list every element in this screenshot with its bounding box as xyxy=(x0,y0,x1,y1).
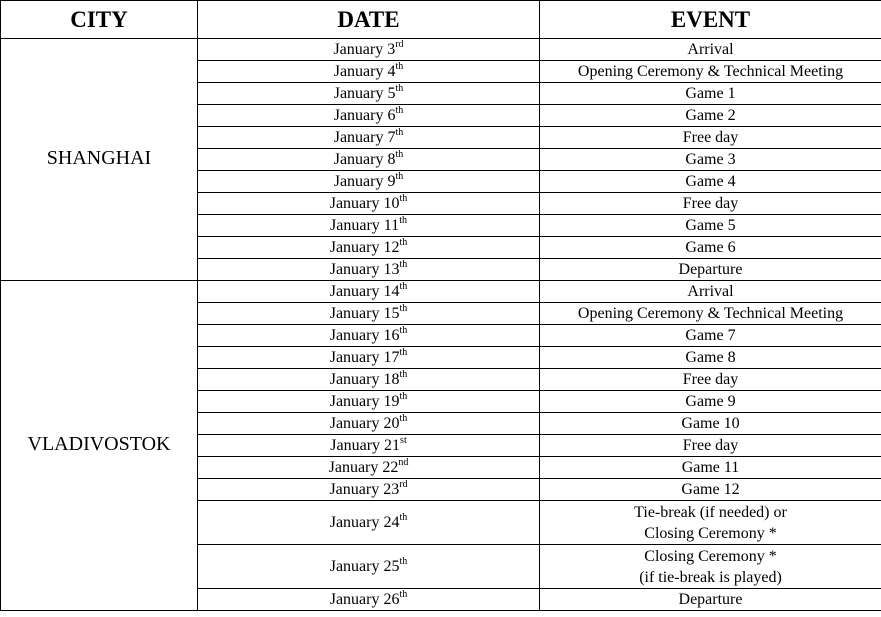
date-text: January 14 xyxy=(329,283,400,300)
date-ordinal-suffix: th xyxy=(395,61,404,72)
event-column-header: EVENT xyxy=(540,1,881,39)
date-text: January 4 xyxy=(333,63,396,80)
date-text: January 15 xyxy=(329,305,400,322)
date-ordinal-suffix: th xyxy=(395,105,404,116)
date-ordinal-suffix: th xyxy=(399,303,408,314)
event-line: Tie-break (if needed) or xyxy=(634,503,787,521)
date-text: January 25 xyxy=(329,558,400,575)
date-text: January 17 xyxy=(329,349,400,366)
date-cell xyxy=(198,369,540,391)
event-cell: Departure xyxy=(540,259,881,281)
date-cell xyxy=(198,457,540,479)
date-cell xyxy=(198,127,540,149)
date-cell xyxy=(198,237,540,259)
event-cell: Game 3 xyxy=(540,149,881,171)
date-ordinal-suffix: th xyxy=(395,127,404,138)
city-column-header: CITY xyxy=(1,1,198,39)
date-cell xyxy=(198,193,540,215)
date-text: January 13 xyxy=(329,261,400,278)
event-cell: Game 1 xyxy=(540,83,881,105)
date-cell xyxy=(198,215,540,237)
event-cell: Arrival xyxy=(540,39,881,61)
date-cell xyxy=(198,347,540,369)
date-text: January 20 xyxy=(329,415,400,432)
date-cell xyxy=(198,83,540,105)
event-cell xyxy=(540,545,881,589)
date-ordinal-suffix: th xyxy=(399,193,408,204)
date-ordinal-suffix: th xyxy=(399,259,408,270)
date-ordinal-suffix: rd xyxy=(399,479,408,490)
date-text: January 6 xyxy=(333,107,396,124)
date-cell xyxy=(198,303,540,325)
date-ordinal-suffix: th xyxy=(399,281,408,292)
event-cell: Free day xyxy=(540,435,881,457)
date-text: January 26 xyxy=(329,591,400,608)
date-text: January 8 xyxy=(333,151,396,168)
event-cell: Game 4 xyxy=(540,171,881,193)
event-cell: Game 11 xyxy=(540,457,881,479)
date-text: January 21 xyxy=(330,437,401,454)
event-cell: Free day xyxy=(540,193,881,215)
event-cell: Game 10 xyxy=(540,413,881,435)
date-text: January 19 xyxy=(329,393,400,410)
date-cell xyxy=(198,413,540,435)
header-row xyxy=(1,1,881,39)
table-row xyxy=(1,281,881,303)
event-cell: Game 6 xyxy=(540,237,881,259)
date-text: January 23 xyxy=(329,481,400,498)
event-cell: Game 7 xyxy=(540,325,881,347)
date-text: January 12 xyxy=(329,239,400,256)
date-cell xyxy=(198,325,540,347)
date-ordinal-suffix: th xyxy=(395,171,404,182)
event-cell: Game 5 xyxy=(540,215,881,237)
event-cell: Opening Ceremony & Technical Meeting xyxy=(540,61,881,83)
date-ordinal-suffix: st xyxy=(400,435,407,446)
date-ordinal-suffix: th xyxy=(399,391,408,402)
city-cell: SHANGHAI xyxy=(1,39,198,281)
date-ordinal-suffix: th xyxy=(399,413,408,424)
date-cell xyxy=(198,501,540,545)
event-line: (if tie-break is played) xyxy=(639,568,782,586)
date-ordinal-suffix: th xyxy=(399,325,408,336)
date-text: January 24 xyxy=(329,514,400,531)
date-cell xyxy=(198,435,540,457)
date-text: January 3 xyxy=(333,41,396,58)
date-ordinal-suffix: nd xyxy=(398,457,409,468)
date-cell xyxy=(198,479,540,501)
event-cell: Game 12 xyxy=(540,479,881,501)
date-cell xyxy=(198,105,540,127)
date-text: January 7 xyxy=(333,129,396,146)
date-column-header: DATE xyxy=(198,1,540,39)
date-ordinal-suffix: th xyxy=(399,556,408,567)
date-cell xyxy=(198,391,540,413)
date-ordinal-suffix: th xyxy=(399,512,408,523)
date-text: January 11 xyxy=(330,217,400,234)
event-cell: Game 2 xyxy=(540,105,881,127)
date-ordinal-suffix: th xyxy=(395,83,404,94)
date-text: January 18 xyxy=(329,371,400,388)
date-cell xyxy=(198,171,540,193)
event-cell: Free day xyxy=(540,369,881,391)
schedule-body xyxy=(1,39,881,611)
city-cell: VLADIVOSTOK xyxy=(1,281,198,611)
date-text: January 10 xyxy=(329,195,400,212)
date-cell xyxy=(198,589,540,611)
date-cell xyxy=(198,61,540,83)
event-line: Closing Ceremony * xyxy=(644,524,777,542)
date-cell xyxy=(198,281,540,303)
event-cell: Departure xyxy=(540,589,881,611)
date-ordinal-suffix: th xyxy=(395,149,404,160)
date-text: January 16 xyxy=(329,327,400,344)
date-ordinal-suffix: th xyxy=(399,237,408,248)
event-cell: Arrival xyxy=(540,281,881,303)
date-cell xyxy=(198,259,540,281)
date-ordinal-suffix: th xyxy=(399,589,408,600)
date-ordinal-suffix: th xyxy=(399,369,408,380)
date-ordinal-suffix: th xyxy=(399,215,407,226)
event-line: Closing Ceremony * xyxy=(644,547,777,565)
date-ordinal-suffix: rd xyxy=(395,39,404,50)
event-cell: Game 8 xyxy=(540,347,881,369)
date-text: January 5 xyxy=(333,85,396,102)
event-cell: Free day xyxy=(540,127,881,149)
date-ordinal-suffix: th xyxy=(399,347,408,358)
date-cell xyxy=(198,39,540,61)
event-cell: Game 9 xyxy=(540,391,881,413)
date-cell xyxy=(198,545,540,589)
date-cell xyxy=(198,149,540,171)
date-text: January 9 xyxy=(333,173,396,190)
event-cell xyxy=(540,501,881,545)
table-row xyxy=(1,39,881,61)
date-text: January 22 xyxy=(328,459,399,476)
event-cell: Opening Ceremony & Technical Meeting xyxy=(540,303,881,325)
